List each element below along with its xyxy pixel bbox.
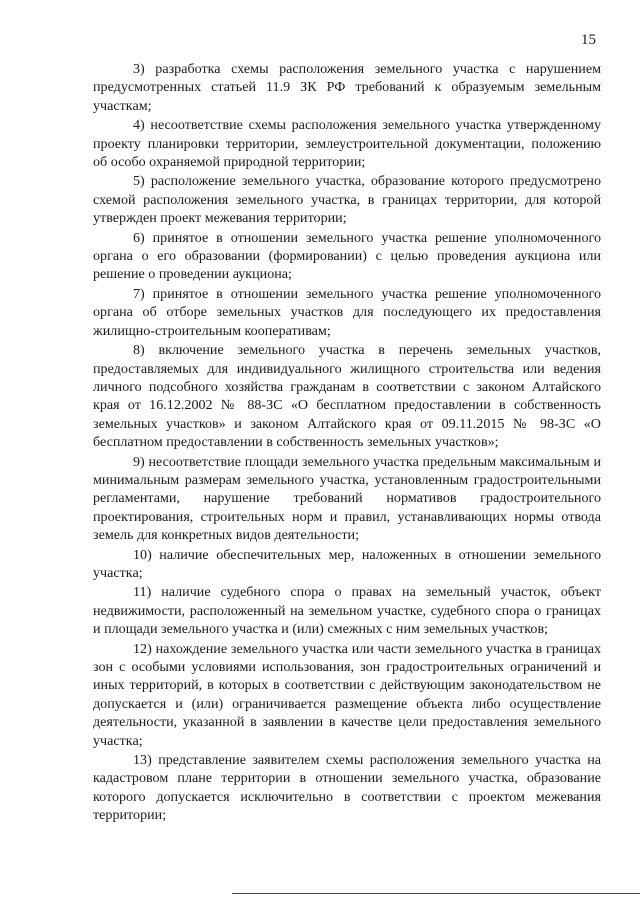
paragraph-item-5: 5) расположение земельного участка, образование которого предусмотрено схемой расположения земельного участка, в границах территории, для которой утвержден проект межевания территории; [93, 173, 601, 227]
paragraph-item-11: 11) наличие судебного спора о правах на земельный участок, объект недвижимости, расположенный на земельном участке, судебного спора о границах и площади земельного участка и (или) смежных с ним земельных участков; [93, 584, 601, 638]
bottom-divider [232, 893, 640, 894]
paragraph-item-10: 10) наличие обеспечительных мер, наложенных в отношении земельного участка; [93, 546, 601, 581]
paragraph-item-8: 8) включение земельного участка в перечень земельных участков, предоставляемых для индивидуального жилищного строительства или ведения личного подсобного хозяйства гражданам в соответствии с законом Алтайского края от 16.12.2002 № 88-ЗС «О бесплатном предоставлении в собственность земельных участков» и законом Алтайского края от 09.11.2015 № 98-ЗС «О бесплатном предоставлении в собственность земельных участков»; [93, 342, 601, 451]
paragraph-item-9: 9) несоответствие площади земельного участка предельным максимальным и минимальным размерам земельного участка, установленным градостроительными регламентами, нарушение требований нормативов градостроительного проектирования, строительных норм и правил, устанавливающих нормы отвода земель для конкретных видов деятельности; [93, 453, 601, 544]
paragraph-item-6: 6) принятое в отношении земельного участка решение уполномоченного органа о его образовании (формировании) с целью проведения аукциона или решение о проведении аукциона; [93, 229, 601, 283]
paragraph-item-13: 13) представление заявителем схемы расположения земельного участка на кадастровом плане территории в отношении земельного участка, образование которого допускается исключительно в соответствии с проектом межевания территории; [93, 752, 601, 824]
paragraph-item-3: 3) разработка схемы расположения земельного участка с нарушением предусмотренных статьей 11.9 ЗК РФ требований к образуемым земельным участкам; [93, 61, 601, 114]
document-body [93, 60, 601, 826]
paragraph-item-12: 12) нахождение земельного участка или части земельного участка в границах зон с особыми условиями использования, зон градостроительных ограничений и иных территорий, в которых в соответствии с действующим законодательством не допускается и (или) ограничивается размещение объекта либо осуществление деятельности, указанной в заявлении в качестве цели предоставления земельного участка; [93, 640, 601, 749]
page-number: 15 [581, 32, 596, 48]
paragraph-item-7: 7) принятое в отношении земельного участка решение уполномоченного органа об отборе земельных участков для последующего их предоставления жилищно-строительным кооперативам; [93, 285, 601, 339]
paragraph-item-4: 4) несоответствие схемы расположения земельного участка утвержденному проекту планировки территории, землеустроительной документации, положению об особо охраняемой природной территории; [93, 117, 601, 171]
